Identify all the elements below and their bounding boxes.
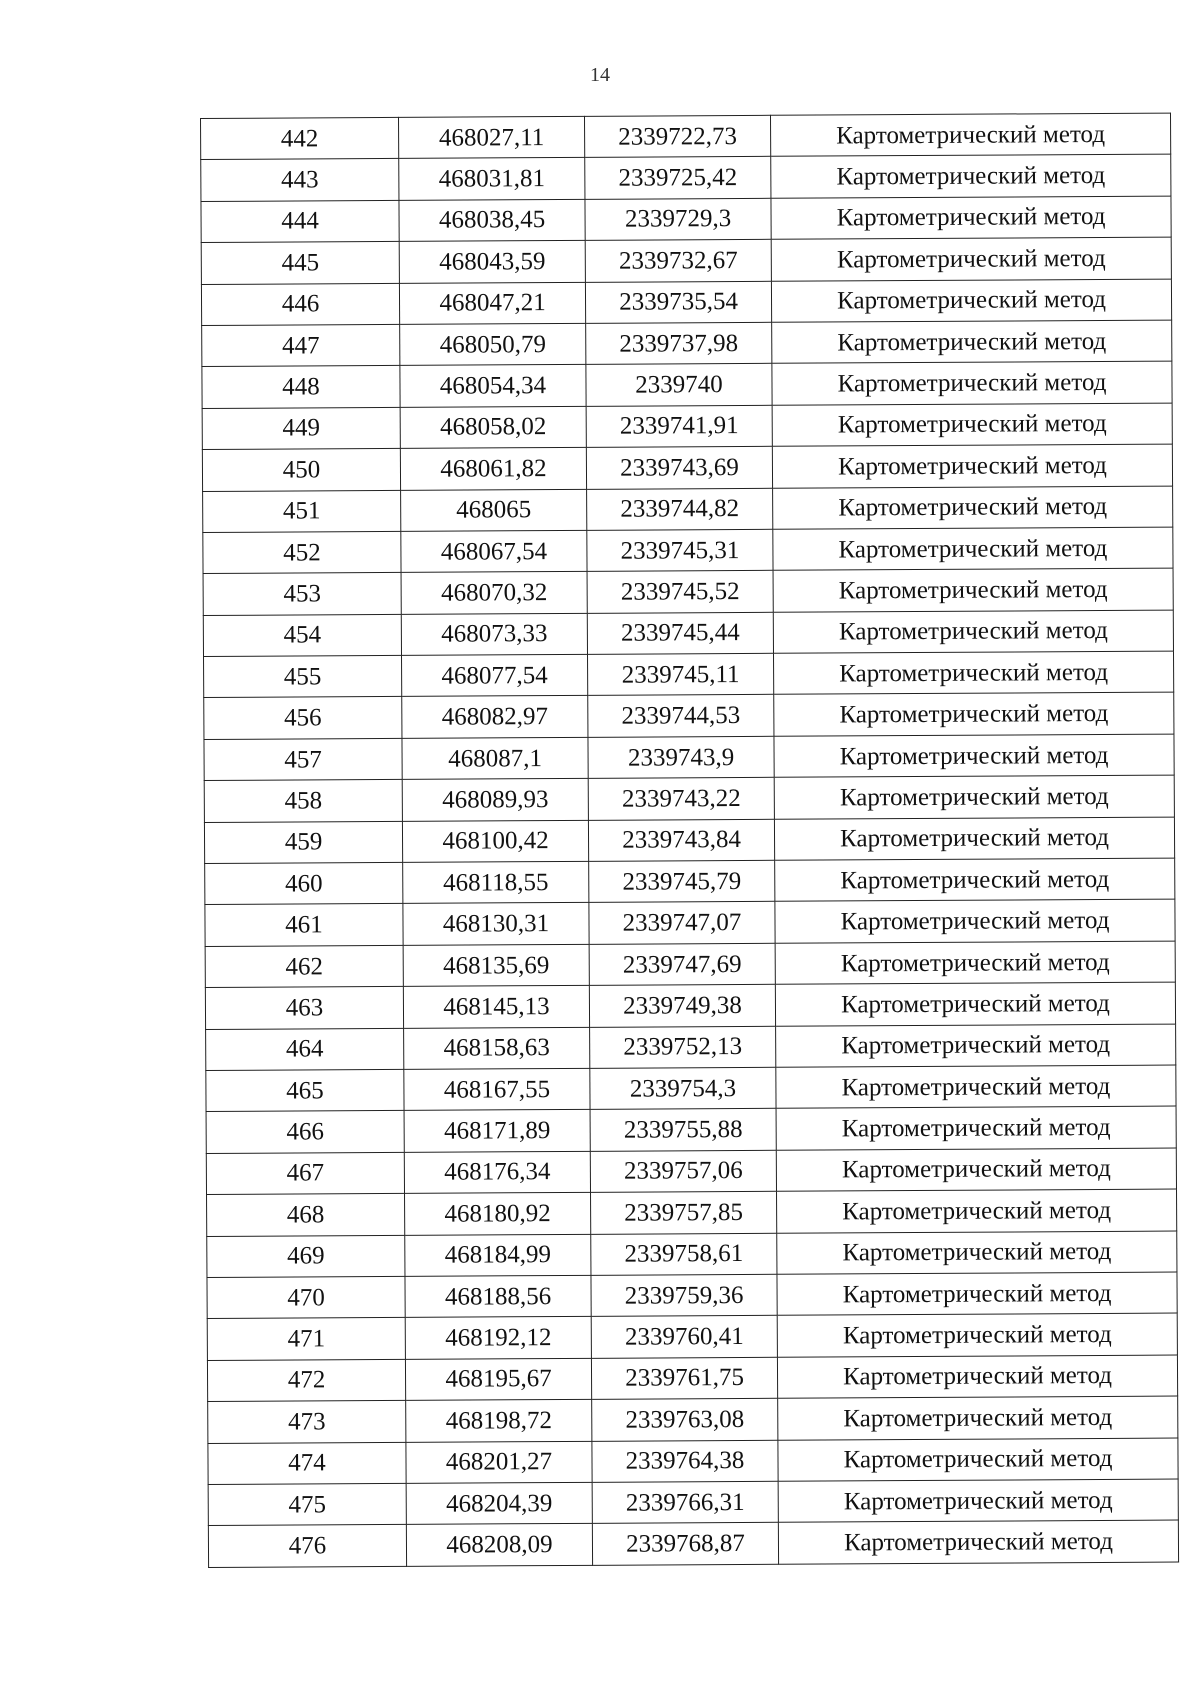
y-coordinate-cell: 2339722,73 [584,115,770,157]
y-coordinate-cell: 2339737,98 [586,322,772,364]
method-cell: Картометрический метод [778,1396,1178,1440]
y-coordinate-cell: 2339740 [586,364,772,406]
y-coordinate-cell: 2339758,61 [591,1233,777,1275]
x-coordinate-cell: 468180,92 [405,1192,591,1234]
y-coordinate-cell: 2339768,87 [592,1523,778,1565]
y-coordinate-cell: 2339759,36 [591,1274,777,1316]
method-cell: Картометрический метод [774,775,1174,819]
method-cell: Картометрический метод [776,1065,1176,1109]
point-number-cell: 460 [205,862,403,904]
point-number-cell: 461 [205,904,403,946]
method-cell: Картометрический метод [771,196,1171,240]
x-coordinate-cell: 468171,89 [404,1110,590,1152]
method-cell: Картометрический метод [773,651,1173,695]
point-number-cell: 444 [201,200,399,242]
point-number-cell: 472 [207,1359,405,1401]
point-number-cell: 464 [206,1028,404,1070]
y-coordinate-cell: 2339725,42 [585,157,771,199]
table-row [202,320,1172,367]
y-coordinate-cell: 2339743,9 [588,736,774,778]
table-row [203,610,1173,657]
y-coordinate-cell: 2339745,52 [587,571,773,613]
y-coordinate-cell: 2339757,06 [590,1150,776,1192]
method-cell: Картометрический метод [775,982,1175,1026]
point-number-cell: 459 [204,821,402,863]
x-coordinate-cell: 468204,39 [406,1482,592,1524]
method-cell: Картометрический метод [776,1148,1176,1192]
point-number-cell: 446 [201,283,399,325]
y-coordinate-cell: 2339761,75 [591,1357,777,1399]
point-number-cell: 451 [203,490,401,532]
method-cell: Картометрический метод [773,568,1173,612]
method-cell: Картометрический метод [777,1355,1177,1399]
y-coordinate-cell: 2339763,08 [592,1398,778,1440]
table-row [206,1148,1176,1195]
method-cell: Картометрический метод [772,403,1172,447]
point-number-cell: 473 [208,1400,406,1442]
y-coordinate-cell: 2339745,11 [588,653,774,695]
method-cell: Картометрический метод [772,361,1172,405]
table-row [201,196,1171,243]
table-row [205,982,1175,1029]
x-coordinate-cell: 468135,69 [403,944,589,986]
table-row [206,1065,1176,1112]
x-coordinate-cell: 468070,32 [401,572,587,614]
x-coordinate-cell: 468158,63 [404,1027,590,1069]
method-cell: Картометрический метод [772,320,1172,364]
point-number-cell: 470 [207,1276,405,1318]
y-coordinate-cell: 2339743,69 [586,446,772,488]
table-row [205,899,1175,946]
table-row [201,154,1171,201]
x-coordinate-cell: 468176,34 [404,1151,590,1193]
point-number-cell: 476 [208,1525,406,1567]
point-number-cell: 465 [206,1069,404,1111]
table-row [203,527,1173,574]
table-row [203,486,1173,533]
x-coordinate-cell: 468198,72 [406,1399,592,1441]
table-row [206,1106,1176,1153]
y-coordinate-cell: 2339747,69 [589,943,775,985]
page-number: 14 [590,64,610,86]
point-number-cell: 445 [201,242,399,284]
y-coordinate-cell: 2339764,38 [592,1440,778,1482]
y-coordinate-cell: 2339752,13 [590,1026,776,1068]
point-number-cell: 456 [204,697,402,739]
y-coordinate-cell: 2339745,31 [587,529,773,571]
method-cell: Картометрический метод [778,1520,1178,1564]
x-coordinate-cell: 468184,99 [405,1234,591,1276]
point-number-cell: 450 [202,449,400,491]
table-row [205,858,1175,905]
point-number-cell: 455 [204,655,402,697]
y-coordinate-cell: 2339741,91 [586,405,772,447]
table-row [204,693,1174,740]
table-row [207,1189,1177,1236]
point-number-cell: 468 [207,1194,405,1236]
y-coordinate-cell: 2339745,44 [587,612,773,654]
table-row [204,651,1174,698]
point-number-cell: 454 [203,614,401,656]
point-number-cell: 457 [204,738,402,780]
x-coordinate-cell: 468067,54 [401,530,587,572]
x-coordinate-cell: 468145,13 [403,986,589,1028]
x-coordinate-cell: 468208,09 [406,1524,592,1566]
method-cell: Картометрический метод [778,1479,1178,1523]
point-number-cell: 458 [204,780,402,822]
table-row [203,568,1173,615]
table-row [207,1231,1177,1278]
table-row [208,1438,1178,1485]
y-coordinate-cell: 2339745,79 [589,860,775,902]
x-coordinate-cell: 468043,59 [399,241,585,283]
table-row [201,279,1171,326]
table-row [204,775,1174,822]
method-cell: Картометрический метод [777,1272,1177,1316]
point-number-cell: 463 [205,987,403,1029]
table-row [204,817,1174,864]
method-cell: Картометрический метод [771,237,1171,281]
method-cell: Картометрический метод [777,1313,1177,1357]
coordinates-table-body [201,113,1179,1567]
table-row [208,1479,1178,1526]
point-number-cell: 453 [203,573,401,615]
table-row [202,361,1172,408]
table-row [204,734,1174,781]
y-coordinate-cell: 2339735,54 [585,281,771,323]
coordinates-table [200,113,1179,1568]
y-coordinate-cell: 2339747,07 [589,902,775,944]
x-coordinate-cell: 468089,93 [402,779,588,821]
point-number-cell: 462 [205,945,403,987]
x-coordinate-cell: 468058,02 [400,406,586,448]
y-coordinate-cell: 2339743,22 [588,778,774,820]
x-coordinate-cell: 468167,55 [404,1068,590,1110]
method-cell: Картометрический метод [770,113,1170,157]
y-coordinate-cell: 2339755,88 [590,1109,776,1151]
method-cell: Картометрический метод [771,154,1171,198]
point-number-cell: 448 [202,366,400,408]
y-coordinate-cell: 2339760,41 [591,1316,777,1358]
y-coordinate-cell: 2339732,67 [585,239,771,281]
y-coordinate-cell: 2339743,84 [588,819,774,861]
x-coordinate-cell: 468047,21 [399,282,585,324]
y-coordinate-cell: 2339729,3 [585,198,771,240]
point-number-cell: 449 [202,407,400,449]
point-number-cell: 475 [208,1483,406,1525]
x-coordinate-cell: 468054,34 [400,365,586,407]
table-row [202,403,1172,450]
x-coordinate-cell: 468073,33 [401,613,587,655]
table-row [207,1272,1177,1319]
method-cell: Картометрический метод [775,899,1175,943]
method-cell: Картометрический метод [778,1438,1178,1482]
table-row [207,1355,1177,1402]
table-row [207,1313,1177,1360]
method-cell: Картометрический метод [774,693,1174,737]
x-coordinate-cell: 468087,1 [402,737,588,779]
y-coordinate-cell: 2339744,82 [587,488,773,530]
y-coordinate-cell: 2339749,38 [589,985,775,1027]
y-coordinate-cell: 2339754,3 [590,1067,776,1109]
x-coordinate-cell: 468077,54 [402,654,588,696]
y-coordinate-cell: 2339766,31 [592,1481,778,1523]
method-cell: Картометрический метод [775,858,1175,902]
point-number-cell: 452 [203,531,401,573]
method-cell: Картометрический метод [771,279,1171,323]
x-coordinate-cell: 468188,56 [405,1275,591,1317]
x-coordinate-cell: 468065 [401,489,587,531]
y-coordinate-cell: 2339757,85 [591,1191,777,1233]
point-number-cell: 466 [206,1111,404,1153]
method-cell: Картометрический метод [775,941,1175,985]
method-cell: Картометрический метод [774,817,1174,861]
x-coordinate-cell: 468118,55 [403,861,589,903]
method-cell: Картометрический метод [777,1189,1177,1233]
point-number-cell: 471 [207,1318,405,1360]
x-coordinate-cell: 468100,42 [402,820,588,862]
method-cell: Картометрический метод [772,444,1172,488]
table-row [202,444,1172,491]
point-number-cell: 474 [208,1442,406,1484]
method-cell: Картометрический метод [777,1231,1177,1275]
method-cell: Картометрический метод [774,734,1174,778]
point-number-cell: 469 [207,1235,405,1277]
x-coordinate-cell: 468192,12 [405,1317,591,1359]
x-coordinate-cell: 468050,79 [400,323,586,365]
x-coordinate-cell: 468027,11 [398,116,584,158]
table-row [201,113,1171,160]
method-cell: Картометрический метод [773,610,1173,654]
point-number-cell: 443 [201,159,399,201]
x-coordinate-cell: 468038,45 [399,199,585,241]
point-number-cell: 467 [206,1152,404,1194]
table-row [208,1520,1178,1567]
x-coordinate-cell: 468082,97 [402,696,588,738]
method-cell: Картометрический метод [776,1024,1176,1068]
table-row [201,237,1171,284]
method-cell: Картометрический метод [773,486,1173,530]
x-coordinate-cell: 468130,31 [403,903,589,945]
table-row [208,1396,1178,1443]
table-row [205,941,1175,988]
x-coordinate-cell: 468195,67 [405,1358,591,1400]
y-coordinate-cell: 2339744,53 [588,695,774,737]
x-coordinate-cell: 468201,27 [406,1441,592,1483]
point-number-cell: 442 [201,117,399,159]
table-row [206,1024,1176,1071]
method-cell: Картометрический метод [773,527,1173,571]
method-cell: Картометрический метод [776,1106,1176,1150]
x-coordinate-cell: 468031,81 [399,158,585,200]
x-coordinate-cell: 468061,82 [400,447,586,489]
point-number-cell: 447 [202,324,400,366]
